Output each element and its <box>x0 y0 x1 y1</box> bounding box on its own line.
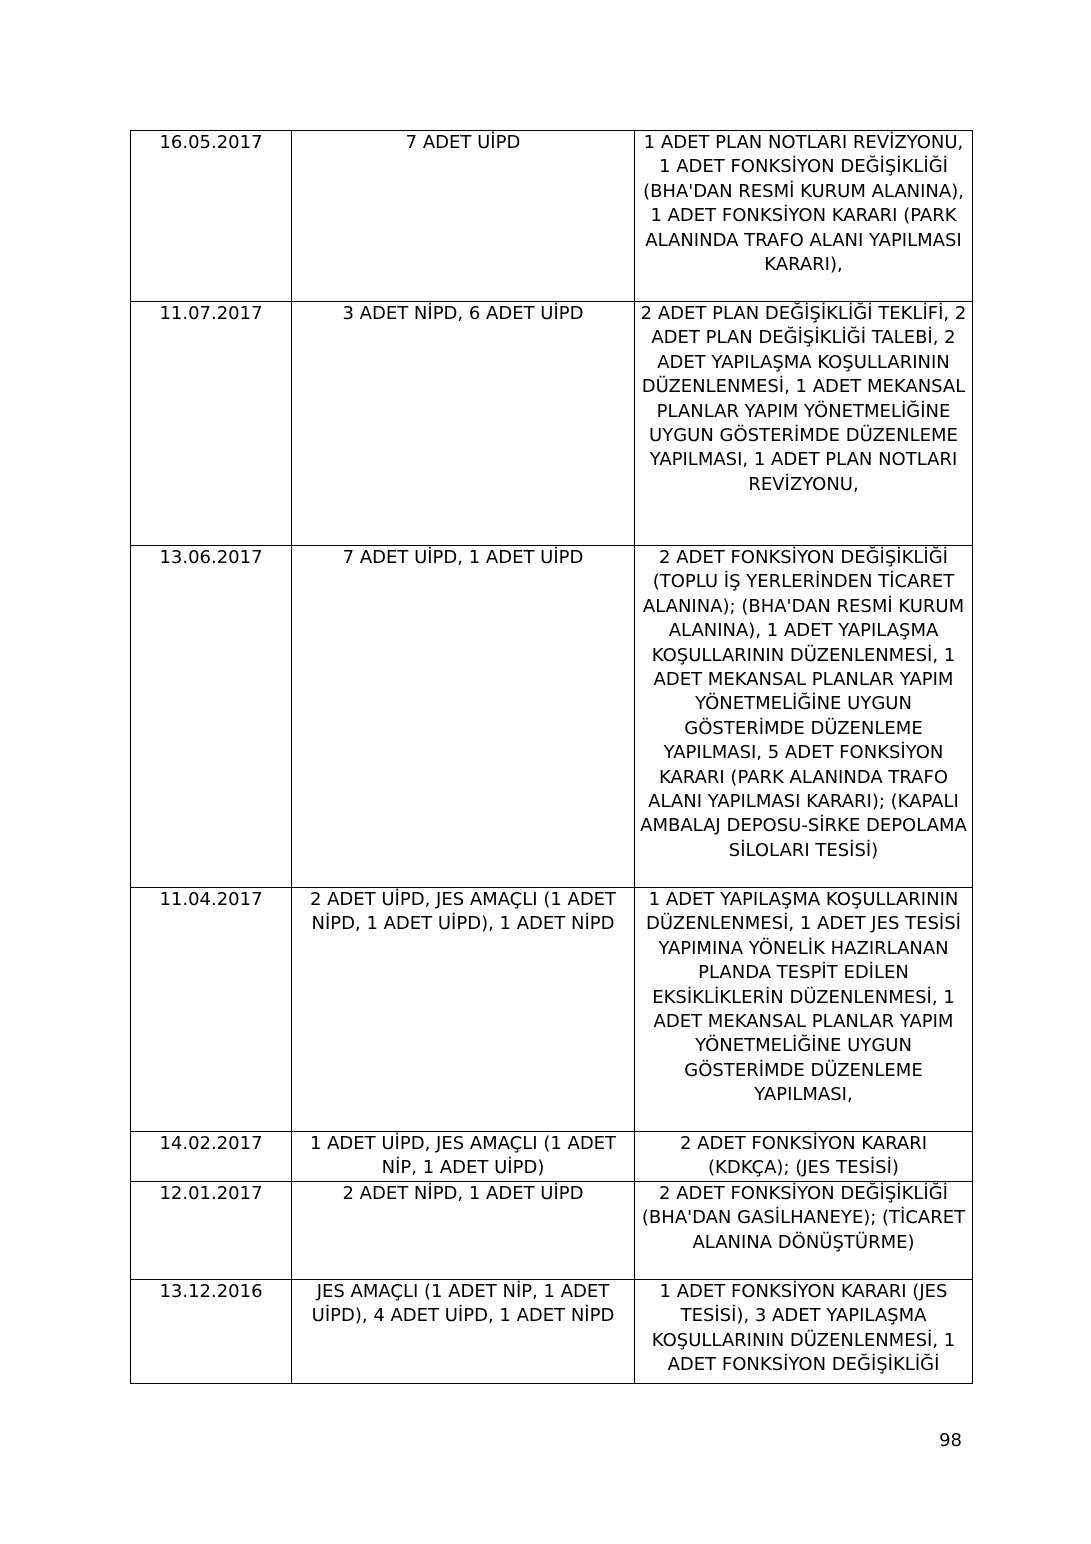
table-row <box>131 888 973 1132</box>
plans-text: 2 ADET UİPD, JES AMAÇLI (1 ADET NİPD, 1 ADET UİPD), 1 ADET NİPD <box>309 889 617 935</box>
page-number: 98 <box>939 1430 962 1451</box>
date-text: 13.06.2017 <box>159 547 263 568</box>
date-cell <box>131 131 292 302</box>
description-cell <box>635 1181 973 1279</box>
table-row <box>131 1279 973 1383</box>
plans-cell <box>292 546 635 888</box>
date-cell <box>131 1132 292 1182</box>
date-text: 14.02.2017 <box>159 1133 263 1154</box>
plans-cell <box>292 131 635 302</box>
plan-decisions-table <box>130 130 973 1384</box>
table-row <box>131 546 973 888</box>
plans-text: 7 ADET UİPD, 1 ADET UİPD <box>342 547 584 568</box>
date-cell <box>131 1181 292 1279</box>
plans-cell <box>292 1181 635 1279</box>
plans-text: 7 ADET UİPD <box>405 132 521 153</box>
description-cell <box>635 888 973 1132</box>
description-cell <box>635 302 973 546</box>
description-text: 2 ADET FONKSİYON DEĞİŞİKLİĞİ (TOPLU İŞ YERLERİNDEN TİCARET ALANINA); (BHA'DAN RESMİ KURUM ALANINA), 1 ADET YAPILAŞMA KOŞULLARININ DÜZENLENMESİ, 1 ADET MEKANSAL PLANLAR YAPIM YÖNETMELİĞİNE UYGUN GÖSTERİMDE DÜZENLEME YAPILMASI, 5 ADET FONKSİYON KARARI (PARK ALANINDA TRAFO ALANI YAPILMASI KARARI); (KAPALI AMBALAJ DEPOSU-SİRKE DEPOLAMA SİLOLARI TESİSİ) <box>640 547 967 861</box>
plans-text: JES AMAÇLI (1 ADET NİP, 1 ADET UİPD), 4 ADET UİPD, 1 ADET NİPD <box>311 1280 615 1327</box>
description-text: 1 ADET PLAN NOTLARI REVİZYONU, 1 ADET FONKSİYON DEĞİŞİKLİĞİ (BHA'DAN RESMİ KURUM ALANINA), 1 ADET FONKSİYON KARARI (PARK ALANINDA TRAFO ALANI YAPILMASI KARARI), <box>643 132 964 276</box>
date-text: 13.12.2016 <box>159 1280 263 1302</box>
table-row <box>131 1132 973 1182</box>
plans-text: 3 ADET NİPD, 6 ADET UİPD <box>342 303 584 324</box>
date-text: 16.05.2017 <box>159 132 263 153</box>
description-cell <box>635 546 973 888</box>
plans-cell <box>292 1132 635 1182</box>
plans-cell <box>292 302 635 546</box>
plans-text: 2 ADET NİPD, 1 ADET UİPD <box>342 1182 584 1204</box>
date-text: 11.07.2017 <box>159 303 263 324</box>
description-cell <box>635 1279 973 1383</box>
date-cell <box>131 302 292 546</box>
date-cell <box>131 546 292 888</box>
description-cell <box>635 1132 973 1182</box>
date-cell <box>131 1279 292 1383</box>
description-cell <box>635 131 973 302</box>
table-row <box>131 131 973 302</box>
description-text: 2 ADET FONKSİYON KARARI (KDKÇA); (JES TESİSİ) <box>679 1133 928 1179</box>
table-row <box>131 1181 973 1279</box>
description-text: 2 ADET FONKSİYON DEĞİŞİKLİĞİ (BHA'DAN GASİLHANEYE); (TİCARET ALANINA DÖNÜŞTÜRME) <box>641 1182 966 1253</box>
table-row <box>131 302 973 546</box>
date-cell <box>131 888 292 1132</box>
plans-text: 1 ADET UİPD, JES AMAÇLI (1 ADET NİP, 1 ADET UİPD) <box>309 1133 617 1179</box>
date-text: 12.01.2017 <box>159 1182 263 1204</box>
description-text: 2 ADET PLAN DEĞİŞİKLİĞİ TEKLİFİ, 2 ADET PLAN DEĞİŞİKLİĞİ TALEBİ, 2 ADET YAPILAŞMA KOŞULLARININ DÜZENLENMESİ, 1 ADET MEKANSAL PLANLAR YAPIM YÖNETMELİĞİNE UYGUN GÖSTERİMDE DÜZENLEME YAPILMASI, 1 ADET PLAN NOTLARI REVİZYONU, <box>640 303 967 495</box>
plans-cell <box>292 1279 635 1383</box>
date-text: 11.04.2017 <box>159 889 263 910</box>
description-text: 1 ADET YAPILAŞMA KOŞULLARININ DÜZENLENMESİ, 1 ADET JES TESİSİ YAPIMINA YÖNELİK HAZIRLANAN PLANDA TESPİT EDİLEN EKSİKLİKLERİN DÜZENLENMESİ, 1 ADET MEKANSAL PLANLAR YAPIM YÖNETMELİĞİNE UYGUN GÖSTERİMDE DÜZENLEME YAPILMASI, <box>646 889 961 1106</box>
plans-cell <box>292 888 635 1132</box>
description-text: 1 ADET FONKSİYON KARARI (JES TESİSİ), 3 ADET YAPILAŞMA KOŞULLARININ DÜZENLENMESİ, 1 ADET FONKSİYON DEĞİŞİKLİĞİ <box>651 1280 956 1376</box>
